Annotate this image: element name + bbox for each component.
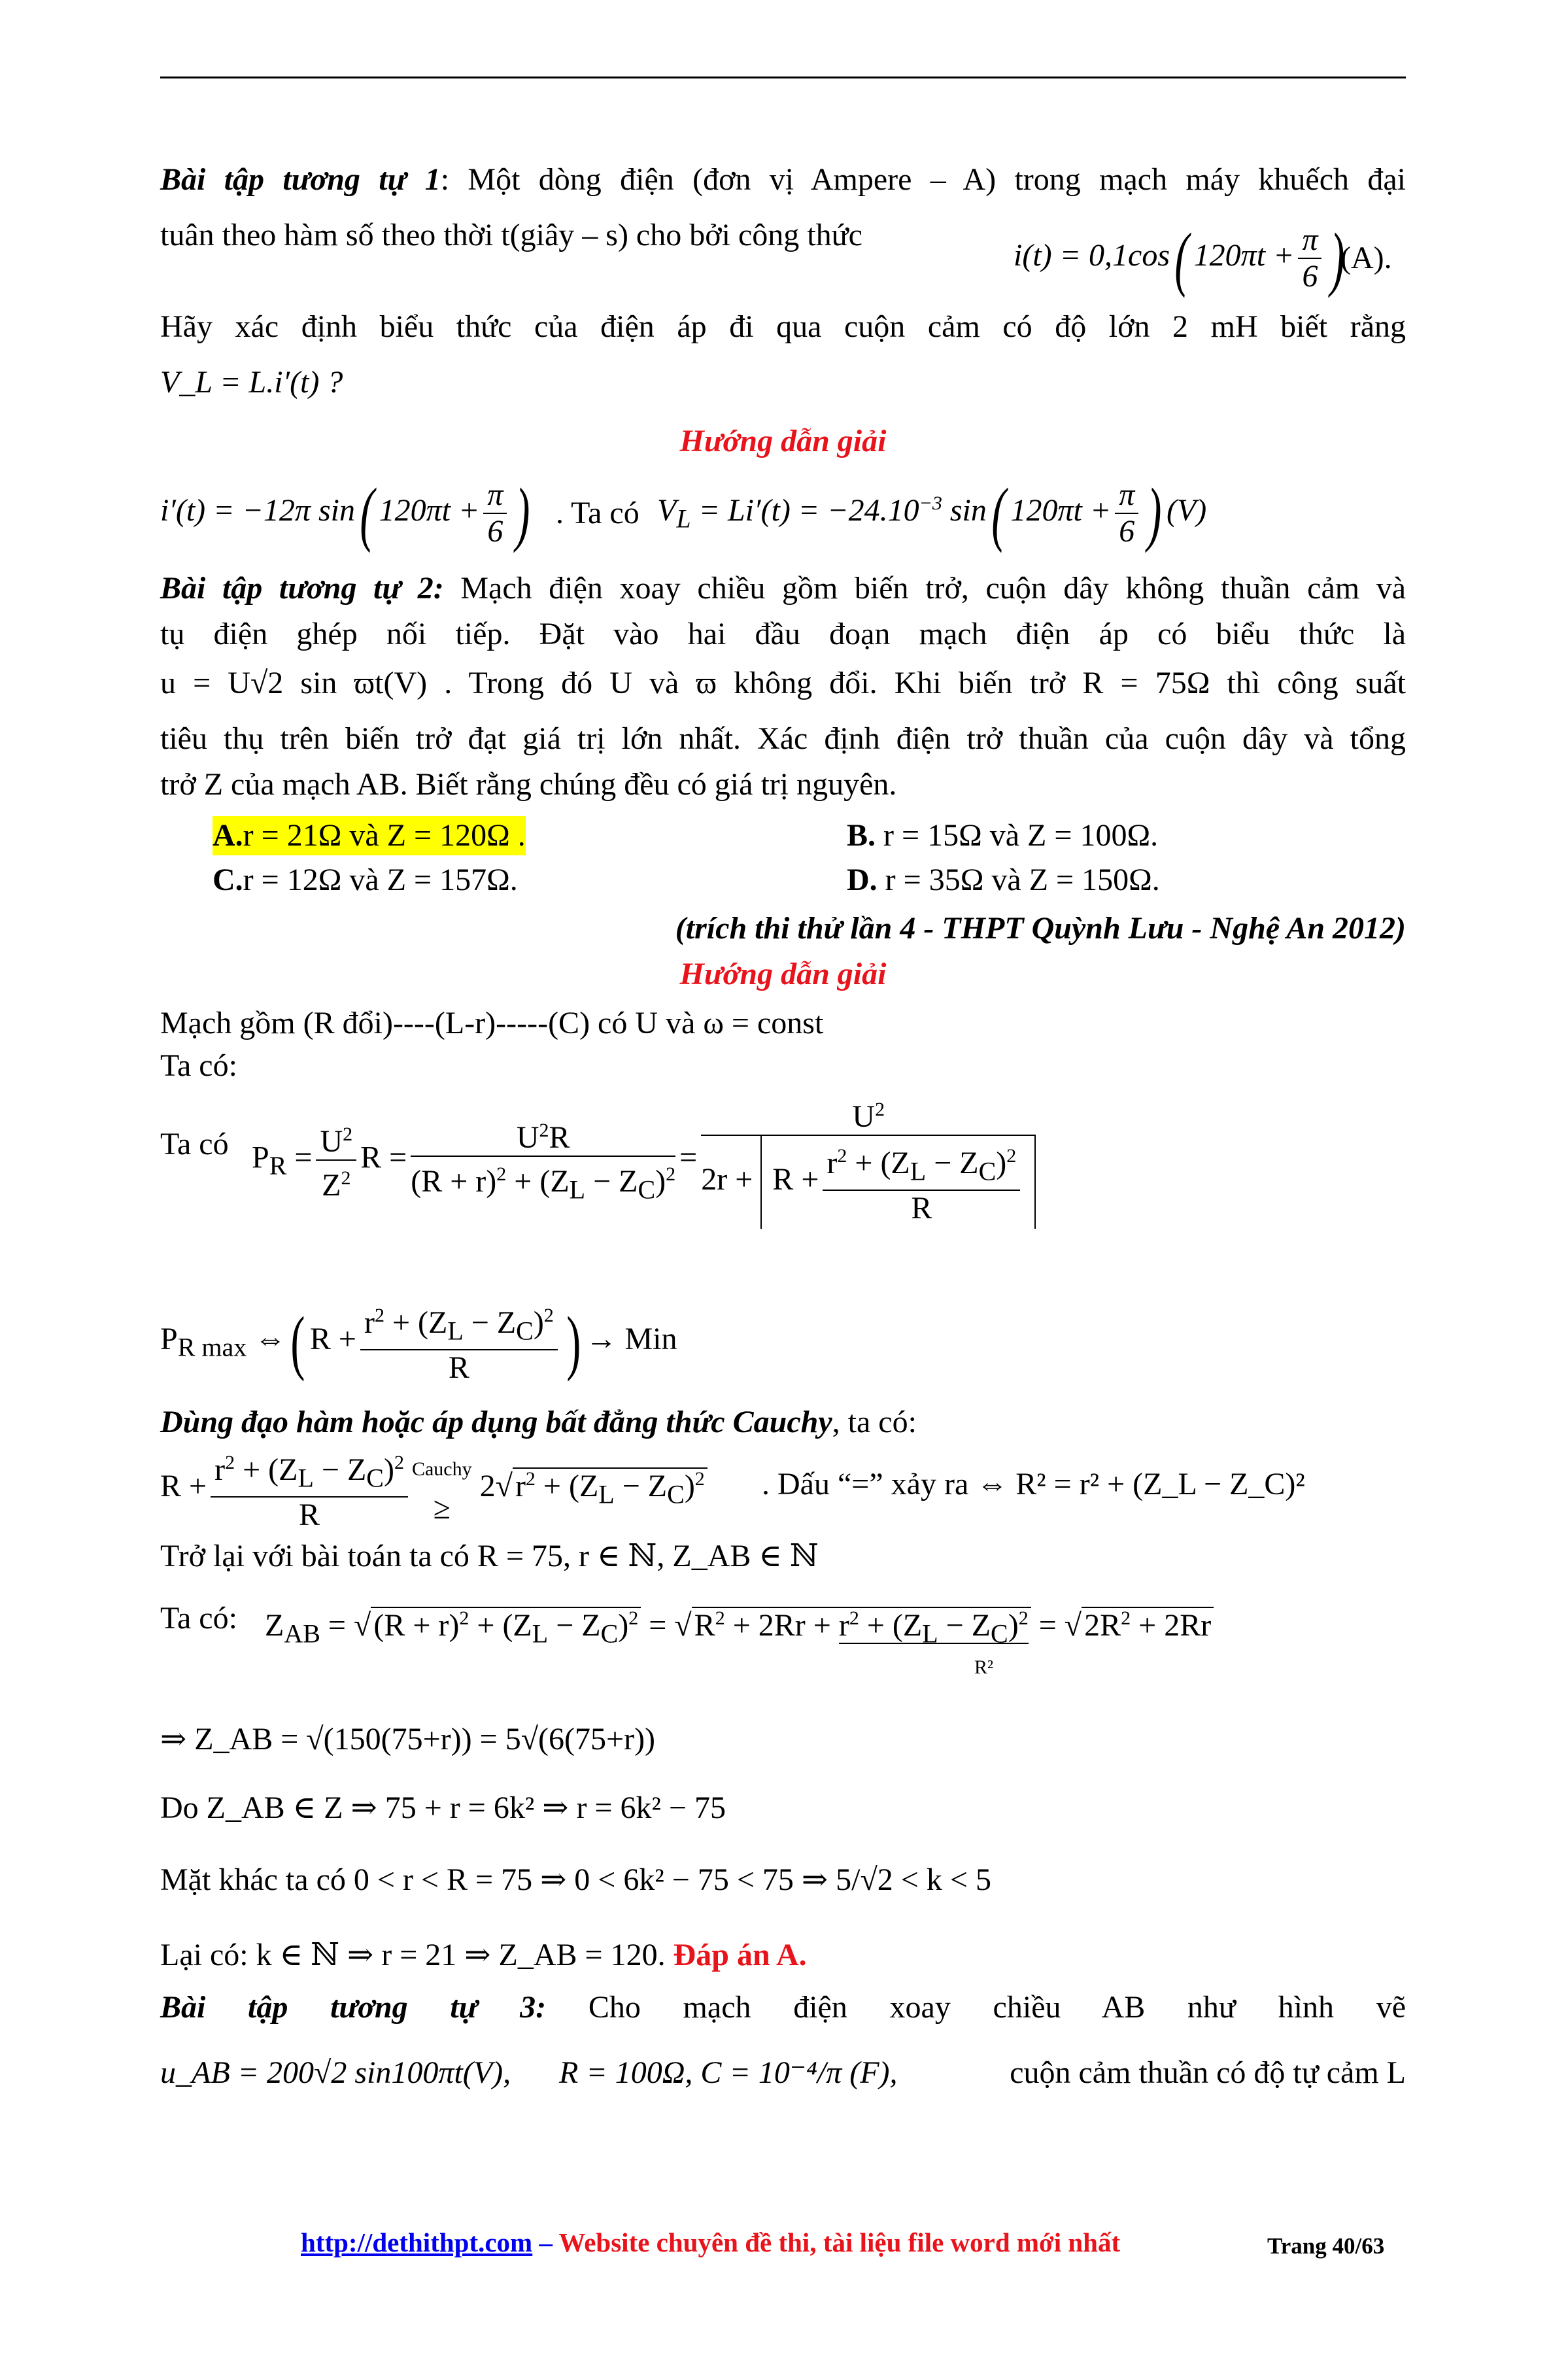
solution-vl: $V_L = Li'(t) = -24.10^{-3}$ sin( 120πt + $\frac{\pi}{6}$ ) (V): [657, 473, 1207, 553]
ex2-line2: tụ điện ghép nối tiếp. Đặt vào hai đầu đoạn mạch điện áp có biểu thức là: [160, 617, 1406, 651]
option-a[interactable]: A.r = 21Ω và Z = 120Ω .: [213, 816, 526, 855]
ex3-uab: u_AB = 200√2 sin100πt(V),: [160, 2055, 511, 2090]
ex2-line3-end: thì công suất: [1227, 666, 1406, 700]
zab-simplified: ⇒ Z_AB = √(150(75+r)) = 5√(6(75+r)): [160, 1722, 656, 1756]
option-c[interactable]: C.r = 12Ω và Z = 157Ω.: [213, 863, 518, 897]
ex2-line5: trở Z của mạch AB. Biết rằng chúng đều có giá trị nguyên.: [160, 767, 897, 802]
ex2-line4: tiêu thụ trên biến trở đạt giá trị lớn nhất. Xác định điện trở thuần của cuộn dây và tổng: [160, 721, 1406, 756]
header-rule: [160, 77, 1406, 78]
ex2-line3-text: . Trong đó U và ϖ không đổi. Khi biến trở: [444, 666, 1066, 700]
ex3-line1-text: Cho mạch điện xoay chiều AB như hình vẽ: [546, 1990, 1406, 2025]
answer-label: Đáp án A.: [673, 1938, 807, 1972]
footer: [301, 2227, 1120, 2258]
cauchy-formula: R + $\frac{r^2 + (Z_L - Z_C)^2}{R}$ Cauchy ≥ $2√r^2 + (Z_L - Z_C)^2$ . Dấu “=” xảy ra ⇔ R² = r² + (Z_L − Z_C)²: [160, 1445, 1406, 1524]
ex1-line3: Hãy xác định biểu thức của điện áp đi qua cuộn cảm có độ lớn 2 mH biết rằng: [160, 309, 1406, 344]
ex3-title: Bài tập tương tự 3:: [160, 1990, 547, 2025]
ex2-title: Bài tập tương tự 2:: [160, 571, 444, 606]
cauchy-tail: , ta có:: [832, 1405, 917, 1439]
ex1-line1-text: : Một dòng điện (đơn vị Ampere – A) trong mạch máy khuếch đại: [440, 162, 1406, 197]
pr-prefix: Ta có: [160, 1127, 229, 1161]
back-to-problem: Trở lại với bài toán ta có R = 75, r ∈ ℕ, Z_AB ∈ ℕ: [160, 1539, 819, 1573]
mat-khac-statement: Mặt khác ta có 0 < r < R = 75 ⇒ 0 < 6k² − 75 < 75 ⇒ 5/√2 < k < 5: [160, 1862, 991, 1897]
page-number: Trang 40/63: [1267, 2233, 1385, 2259]
unit-a: (A).: [1340, 241, 1392, 275]
ex3-line1: [160, 1988, 1406, 2027]
ex2-guide-heading: Hướng dẫn giải: [679, 957, 887, 991]
footer-link[interactable]: http://dethithpt.com: [301, 2227, 533, 2257]
cauchy-title: Dùng đạo hàm hoặc áp dụng bất đẳng thức Cauchy: [160, 1405, 832, 1439]
cauchy-intro: [160, 1403, 1406, 1442]
ex1-line2-text: tuân theo hàm số theo thời t(giây – s) cho bởi công thức: [160, 218, 862, 252]
zab-formula: Ta có: $Z_{AB} = √(R + r)^2 + (Z_L - Z_C)^2 = √R^2 + 2Rr + r^2 + (Z_L - Z_C)^2 = √2R^2 + 2Rr$ R²: [160, 1586, 1406, 1684]
footer-dash: –: [532, 2227, 559, 2257]
do-statement: Do Z_AB ∈ Z ⇒ 75 + r = 6k² ⇒ r = 6k² − 75: [160, 1790, 726, 1825]
ex1-solution: [160, 471, 1406, 553]
ex1-title: Bài tập tương tự 1: [160, 162, 441, 197]
ex2-u-formula: u = U√2 sin ϖt(V): [160, 666, 428, 700]
ex3-r-c: R = 100Ω, C = 10⁻⁴/π (F),: [559, 2055, 898, 2090]
ex2-r-value: R = 75Ω: [1082, 666, 1210, 700]
footer-text: Website chuyên đề thi, tài liệu file word mới nhất: [558, 2227, 1121, 2257]
pr-formula: [160, 1092, 1406, 1269]
pr-equation: $P_R$ = $\frac{U^2}{Z^2}$ R = $\frac{U^2R}{(R + r)^2 + (Z_L - Z_C)^2}$ = $U^2$ 2r + R + $\frac{r^2 + (Z_L - Z_C)^2}{R}$: [252, 1092, 1040, 1229]
ex1-line1: [160, 160, 1406, 199]
ex2-source: (trích thi thử lần 4 - THPT Quỳnh Lưu - Nghệ An 2012): [675, 911, 1406, 946]
ex2-line3: [160, 664, 1406, 703]
solution-i-prime: i′(t) = −12π sin( 120πt + $\frac{\pi}{6}$ ): [160, 473, 530, 553]
ex1-guide-heading: Hướng dẫn giải: [679, 424, 887, 458]
ex2-line1: [160, 569, 1406, 608]
lai-co-statement: [160, 1936, 1406, 1975]
zab-underbrace-label: R²: [974, 1656, 994, 1678]
option-d[interactable]: D. r = 35Ω và Z = 150Ω.: [847, 863, 1160, 897]
option-b[interactable]: B. r = 15Ω và Z = 100Ω.: [847, 818, 1159, 853]
formula-i: i(t) = 0,1cos( 120πt + $\frac{\pi}{6}$ ): [1014, 218, 1345, 298]
solution-ta-co: . Ta có: [556, 496, 639, 530]
circuit-description: Mạch gồm (R đổi)----(L-r)-----(C) có U và ω = const: [160, 1006, 824, 1040]
cauchy-equality: . Dấu “=” xảy ra ⇔ R² = r² + (Z_L − Z_C)²: [762, 1467, 1305, 1501]
zab-prefix: Ta có:: [160, 1601, 237, 1636]
lai-co-text: Lại có: k ∈ ℕ ⇒ r = 21 ⇒ Z_AB = 120.: [160, 1938, 666, 1972]
prmax-formula: $P_{R max}$ ⇔( R + $\frac{r^2 + (Z_L - Z_C)^2}{R}$ ) → Min: [160, 1278, 1406, 1377]
ex2-line1-text: Mạch điện xoay chiều gồm biến trở, cuộn dây không thuần cảm và: [443, 571, 1406, 606]
ex1-line2: [160, 216, 1406, 298]
ta-co-label: Ta có:: [160, 1048, 237, 1083]
ex1-line4: V_L = L.i′(t) ?: [160, 365, 343, 400]
ex3-line2-end: cuộn cảm thuần có độ tự cảm L: [1010, 2055, 1406, 2090]
